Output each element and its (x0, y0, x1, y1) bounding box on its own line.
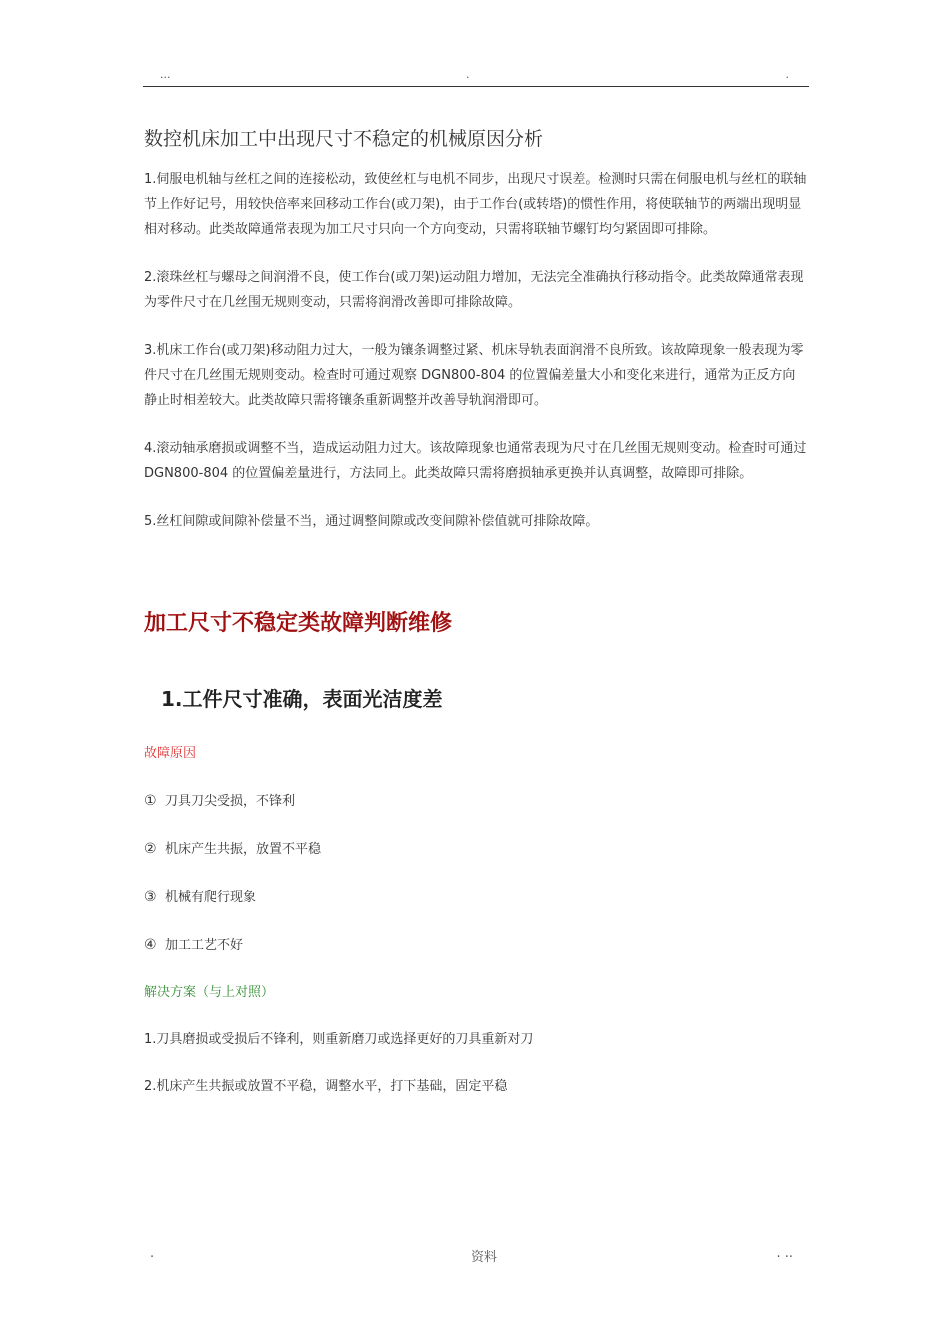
paragraph-2: 2.滚珠丝杠与螺母之间润滑不良，使工作台(或刀架)运动阻力增加，无法完全准确执行移动指令。此类故障通常表现为零件尺寸在几丝围无规则变动，只需将润滑改善即可排除故障。 (144, 270, 804, 310)
section-heading: 加工尺寸不稳定类故障判断维修 (144, 611, 453, 636)
cause-text: 刀具刀尖受损，不锋利 (165, 794, 296, 809)
header-mid-mark: . (466, 68, 470, 81)
footer-left-mark: . (150, 1246, 155, 1261)
cause-marker: ② (144, 841, 157, 857)
paragraph-4: 4.滚动轴承磨损或调整不当，造成运动阻力过大。该故障现象也通常表现为尺寸在几丝围无规则变动。检查时可通过 DGN800-804 的位置偏差量进行，方法同上。此类故障只需将磨损轴承更换并认真调整，故障即可排除。 (144, 441, 807, 481)
footer-center-text: 资料 (471, 1250, 498, 1265)
section-subheading: 1.工件尺寸准确，表面光洁度差 (161, 687, 443, 711)
paragraph-3: 3.机床工作台(或刀架)移动阻力过大，一般为镶条调整过紧、机床导轨表面润滑不良所致。该故障现象一般表现为零件尺寸在几丝围无规则变动。检查时可通过观察 DGN800-804 的位置偏差量大小和变化来进行，通常为正反方向静止时相差较大。此类故障只需将镶条重新调整并改善导轨润滑即可。 (144, 343, 804, 408)
page-footer (143, 1246, 809, 1266)
cause-text: 加工工艺不好 (165, 938, 244, 953)
solution-item-2: 2.机床产生共振或放置不平稳，调整水平，打下基础，固定平稳 (144, 1079, 508, 1094)
paragraph-5: 5.丝杠间隙或间隙补偿量不当，通过调整间隙或改变间隙补偿值就可排除故障。 (144, 514, 599, 529)
header-right-mark: . (785, 68, 789, 81)
paragraph-1: 1.伺服电机轴与丝杠之间的连接松动，致使丝杠与电机不同步，出现尺寸误差。检测时只需在伺服电机与丝杠的联轴节上作好记号，用较快倍率来回移动工作台(或刀架)，由于工作台(或转塔)的惯性作用，将使联轴节的两端出现明显相对移动。此类故障通常表现为加工尺寸只向一个方向变动，只需将联轴节螺钉均匀紧固即可排除。 (144, 172, 807, 237)
document-title: 数控机床加工中出现尺寸不稳定的机械原因分析 (144, 128, 544, 150)
footer-right-mark: . .. (776, 1246, 793, 1261)
cause-marker: ④ (144, 937, 157, 953)
cause-marker: ① (144, 793, 157, 809)
cause-text: 机床产生共振，放置不平稳 (165, 842, 322, 857)
solution-item-1: 1.刀具磨损或受损后不锋利，则重新磨刀或选择更好的刀具重新对刀 (144, 1032, 534, 1047)
cause-item (144, 791, 808, 812)
cause-item (144, 935, 808, 956)
cause-item (144, 887, 808, 908)
header-left-mark: ... (160, 68, 171, 81)
document-body (144, 125, 808, 1097)
cause-label: 故障原因 (144, 746, 197, 761)
cause-marker: ③ (144, 889, 157, 905)
cause-item (144, 839, 808, 860)
solution-label: 解决方案（与上对照） (144, 985, 275, 1000)
cause-text: 机械有爬行现象 (165, 890, 257, 905)
header-divider (143, 86, 809, 87)
page-header (143, 68, 809, 84)
